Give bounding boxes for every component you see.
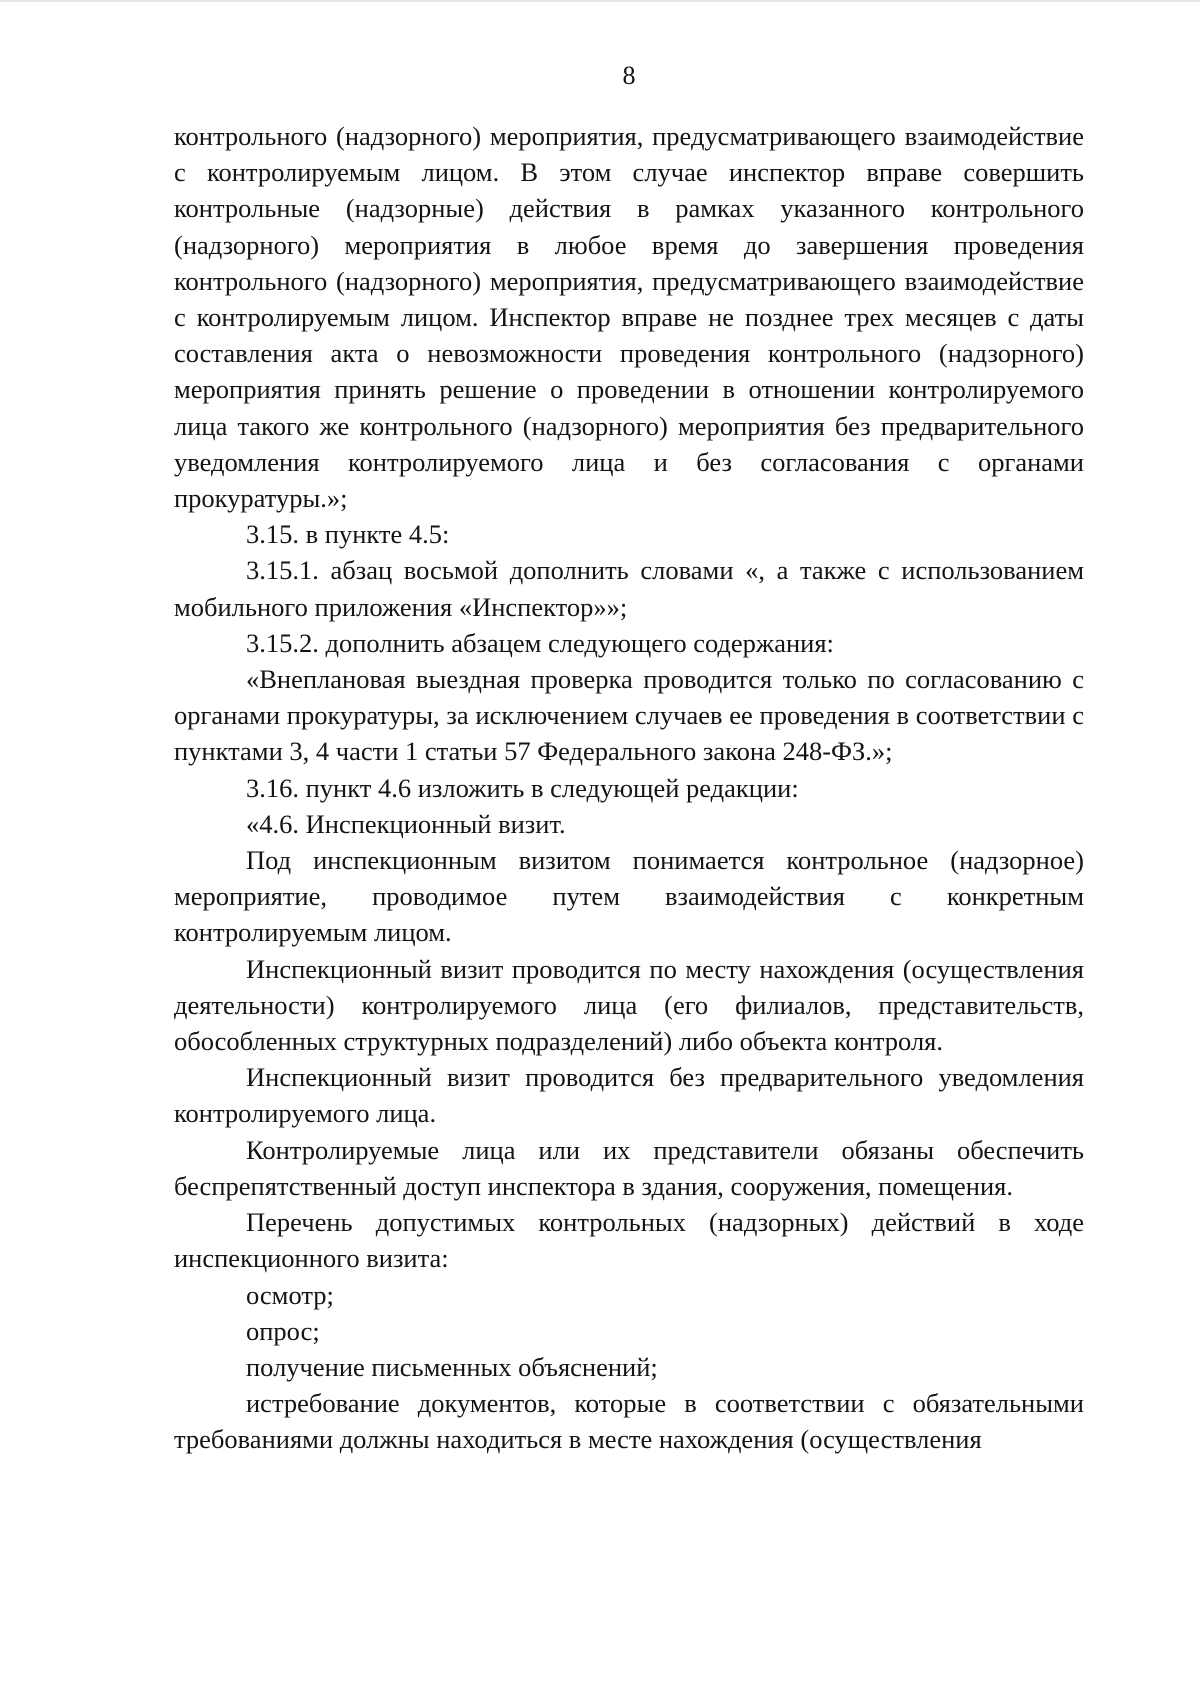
paragraph-item-3-16: 3.16. пункт 4.6 изложить в следующей редакции:: [246, 772, 799, 803]
paragraph-item-3-15-1: 3.15.1. абзац восьмой дополнить словами «, а также с использованием мобильного приложения «Инспектор»»;: [174, 555, 1084, 622]
paragraph-visit-notice: Инспекционный визит проводится без предварительного уведомления контролируемого лица.: [174, 1062, 1084, 1129]
list-item-written-explanations: получение письменных объяснений;: [246, 1351, 658, 1382]
paragraph-continuation: контрольного (надзорного) мероприятия, предусматривающего взаимодействие с контролируемым лицом. В этом случае инспектор вправе совершить контрольные (надзорные) действия в рамках указанного контрольного (надзорного) мероприятия в любое время до завершения проведения контрольного (надзорного) мероприятия, предусматривающего взаимодействие с контролируемым лицом. Инспектор вправе не позднее трех месяцев с даты составления акта о невозможности проведения контрольного (надзорного) мероприятия принять решение о проведении в отношении контролируемого лица такого же контрольного (надзорного) мероприятия без предварительного уведомления контролируемого лица и без согласования с органами прокуратуры.»;: [174, 121, 1084, 514]
list-item-inspection: осмотр;: [246, 1279, 334, 1310]
list-item-survey: опрос;: [246, 1315, 320, 1346]
paragraph-visit-definition: Под инспекционным визитом понимается контрольное (надзорное) мероприятие, проводимое путем взаимодействия с конкретным контролируемым лицом.: [174, 845, 1084, 948]
paragraph-item-3-15: 3.15. в пункте 4.5:: [246, 519, 450, 550]
paragraph-item-3-15-2: 3.15.2. дополнить абзацем следующего содержания:: [246, 627, 834, 658]
scan-edge-divider: [0, 0, 1200, 2]
paragraph-unscheduled-inspection: «Внеплановая выездная проверка проводится только по согласованию с органами прокуратуры, за исключением случаев ее проведения в соответствии с пунктами 3, 4 части 1 статьи 57 Федерального закона 248-ФЗ.»;: [174, 664, 1084, 767]
paragraph-actions-list-intro: Перечень допустимых контрольных (надзорных) действий в ходе инспекционного визита:: [174, 1207, 1084, 1274]
paragraph-access-obligation: Контролируемые лица или их представители обязаны обеспечить беспрепятственный доступ инспектора в здания, сооружения, помещения.: [174, 1134, 1084, 1201]
paragraph-section-4-6-title: «4.6. Инспекционный визит.: [246, 808, 566, 839]
paragraph-visit-location: Инспекционный визит проводится по месту нахождения (осуществления деятельности) контролируемого лица (его филиалов, представительств, обособленных структурных подразделений) либо объекта контроля.: [174, 953, 1084, 1057]
list-item-document-request: истребование документов, которые в соответствии с обязательными требованиями должны находиться в месте нахождения (осуществления: [174, 1388, 1084, 1455]
document-body: [174, 118, 1084, 1458]
page-number: 8: [622, 61, 636, 90]
